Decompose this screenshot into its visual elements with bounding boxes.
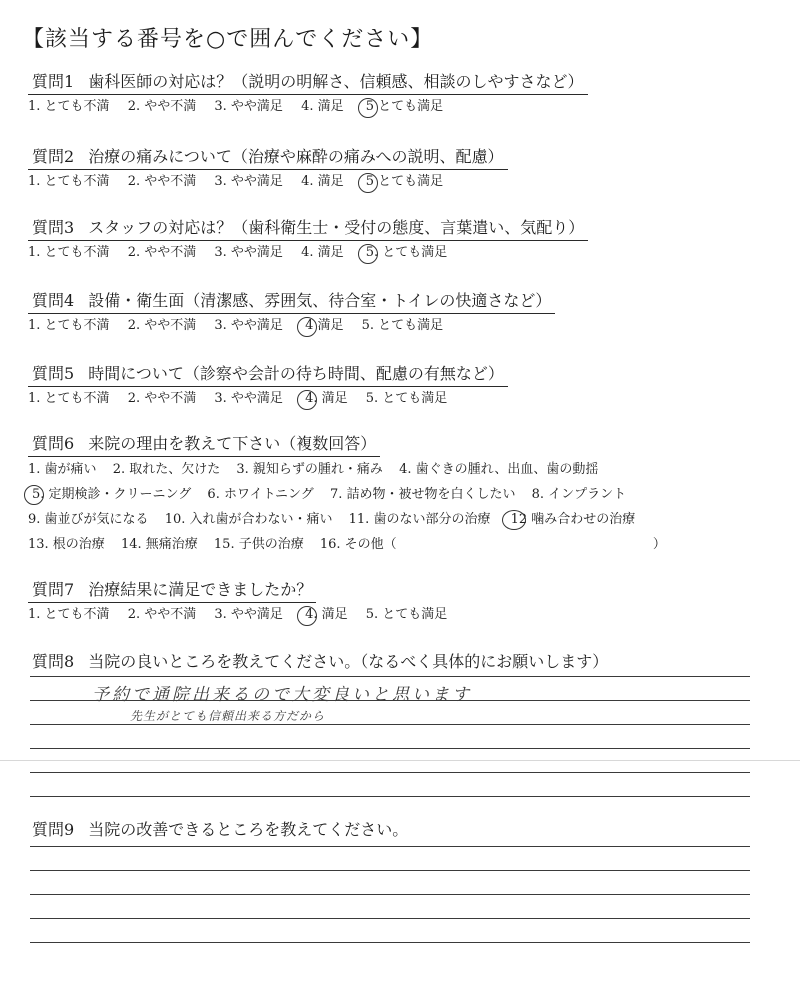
question-text: 来院の理由を教えて下さい（複数回答） [88, 434, 377, 453]
answer-options [28, 603, 768, 627]
option-row [28, 532, 768, 557]
option-5-circled[interactable] [362, 170, 443, 194]
answer-options [28, 241, 768, 265]
option-4[interactable]: 4. 歯ぐきの腫れ、出血、歯の動揺 [399, 462, 599, 477]
option-1[interactable]: 1. とても不満 [28, 391, 110, 406]
answer-options [28, 457, 768, 557]
question-2 [28, 145, 768, 194]
question-header [28, 818, 412, 842]
question-number: 質問1 [32, 72, 75, 91]
option-label: 5. とても満足 [365, 245, 448, 260]
question-header [28, 289, 555, 314]
question-text: 治療の痛みについて（治療や麻酔の痛みへの説明、配慮） [88, 147, 504, 166]
option-2[interactable]: 2. やや不満 [127, 174, 197, 189]
option-label: 5 とても満足 [365, 99, 444, 114]
option-5-circled[interactable] [28, 482, 191, 507]
answer-options [28, 95, 768, 119]
option-3[interactable]: 3. やや満足 [214, 607, 283, 622]
question-header [28, 70, 588, 95]
question-header [28, 432, 380, 457]
option-row [28, 507, 768, 532]
option-label: 4 満足 [305, 318, 344, 333]
question-number: 質問8 [32, 652, 75, 671]
option-1[interactable]: 1. とても不満 [28, 174, 110, 189]
question-number: 質問6 [32, 434, 75, 453]
option-row [28, 482, 768, 507]
answer-line [30, 796, 750, 797]
question-number: 質問5 [32, 364, 75, 383]
option-1[interactable]: 1. とても不満 [28, 607, 110, 622]
option-3[interactable]: 3. やや満足 [214, 174, 283, 189]
option-4[interactable]: 4. 満足 [301, 174, 344, 189]
question-3 [28, 216, 768, 265]
question-number: 質問2 [32, 147, 75, 166]
question-text: 設備・衛生面（清潔感、雰囲気、待合室・トイレの快適さなど） [88, 291, 552, 310]
question-4 [28, 289, 768, 338]
option-5-circled[interactable] [362, 95, 443, 119]
option-2[interactable]: 2. やや不満 [127, 318, 197, 333]
handwritten-answer-line-1: 予約で通院出来るので大変良いと思います [92, 685, 472, 705]
option-row [28, 457, 768, 482]
question-6 [28, 432, 768, 557]
paper-fold-line [0, 760, 800, 761]
option-16[interactable]: 16. その他（ [319, 537, 397, 552]
question-text: 歯科医師の対応は？（説明の明解さ、信頼感、相談のしやすさなど） [88, 72, 584, 91]
option-4-circled[interactable] [301, 387, 348, 411]
option-2[interactable]: 2. やや不満 [127, 99, 197, 114]
question-text: 当院の良いところを教えてください。（なるべく具体的にお願いします） [88, 652, 609, 671]
question-text: スタッフの対応は？（歯科衛生士・受付の態度、言葉遣い、気配り） [88, 218, 585, 237]
handwritten-answer-line-2: 先生がとても信頼出来る方だから [130, 709, 326, 723]
option-5[interactable]: 5. とても満足 [361, 318, 444, 333]
option-10[interactable]: 10. 入れ歯が合わない・痛い [164, 512, 333, 527]
question-number: 質問4 [32, 291, 75, 310]
option-14[interactable]: 14. 無痛治療 [120, 537, 198, 552]
option-5-circled[interactable] [362, 241, 448, 265]
option-16-close-paren: ） [652, 537, 666, 552]
page-title: 【該当する番号を○で囲んでください】 [22, 27, 434, 52]
question-text: 治療結果に満足できましたか？ [88, 580, 313, 599]
option-4-circled[interactable] [301, 603, 348, 627]
option-label: 4. 満足 [305, 391, 348, 406]
option-6[interactable]: 6. ホワイトニング [207, 487, 314, 502]
option-2[interactable]: 2. やや不満 [127, 607, 197, 622]
option-2[interactable]: 2. やや不満 [127, 245, 197, 260]
option-3[interactable]: 3. やや満足 [214, 318, 283, 333]
option-11[interactable]: 11. 歯のない部分の治療 [348, 512, 491, 527]
question-header [28, 578, 316, 603]
option-15[interactable]: 15. 子供の治療 [213, 537, 304, 552]
option-13[interactable]: 13. 根の治療 [28, 537, 105, 552]
option-1[interactable]: 1. とても不満 [28, 245, 110, 260]
option-label: 4. 満足 [305, 607, 348, 622]
question-header [28, 650, 612, 674]
option-12-circled[interactable] [507, 507, 636, 532]
question-1 [28, 70, 768, 119]
option-8[interactable]: 8. インプラント [531, 487, 627, 502]
question-text: 時間について（診察や会計の待ち時間、配慮の有無など） [88, 364, 504, 383]
answer-options [28, 314, 768, 338]
option-3[interactable]: 3. やや満足 [214, 245, 283, 260]
option-1[interactable]: 1. 歯が痛い [28, 462, 97, 477]
answer-options [28, 387, 768, 411]
option-2[interactable]: 2. やや不満 [127, 391, 197, 406]
option-9[interactable]: 9. 歯並びが気になる [28, 512, 149, 527]
answer-lines-q9[interactable] [30, 846, 750, 943]
question-header [28, 216, 588, 241]
option-label: 5. 定期検診・クリーニング [32, 487, 192, 502]
question-header [28, 145, 508, 170]
option-1[interactable]: 1. とても不満 [28, 318, 110, 333]
question-text: 当院の改善できるところを教えてください。 [88, 820, 409, 839]
question-header [28, 362, 508, 387]
question-9 [28, 818, 768, 842]
question-number: 質問9 [32, 820, 75, 839]
option-4[interactable]: 4. 満足 [301, 245, 344, 260]
answer-options [28, 170, 768, 194]
option-1[interactable]: 1. とても不満 [28, 99, 110, 114]
option-3[interactable]: 3. やや満足 [214, 391, 283, 406]
option-5[interactable]: 5. とても満足 [365, 391, 448, 406]
option-label: 12 噛み合わせの治療 [510, 512, 636, 527]
option-3[interactable]: 3. やや満足 [214, 99, 283, 114]
question-5 [28, 362, 768, 411]
option-5[interactable]: 5. とても満足 [365, 607, 448, 622]
option-label: 5 とても満足 [365, 174, 444, 189]
question-8 [28, 650, 768, 674]
option-7[interactable]: 7. 詰め物・被せ物を白くしたい [329, 487, 516, 502]
answer-line [30, 942, 750, 943]
option-2[interactable]: 2. 取れた、欠けた [112, 462, 221, 477]
question-7 [28, 578, 768, 627]
option-4-circled[interactable] [301, 314, 343, 338]
question-number: 質問7 [32, 580, 75, 599]
option-4[interactable]: 4. 満足 [301, 99, 344, 114]
question-number: 質問3 [32, 218, 75, 237]
option-3[interactable]: 3. 親知らずの腫れ・痛み [236, 462, 383, 477]
